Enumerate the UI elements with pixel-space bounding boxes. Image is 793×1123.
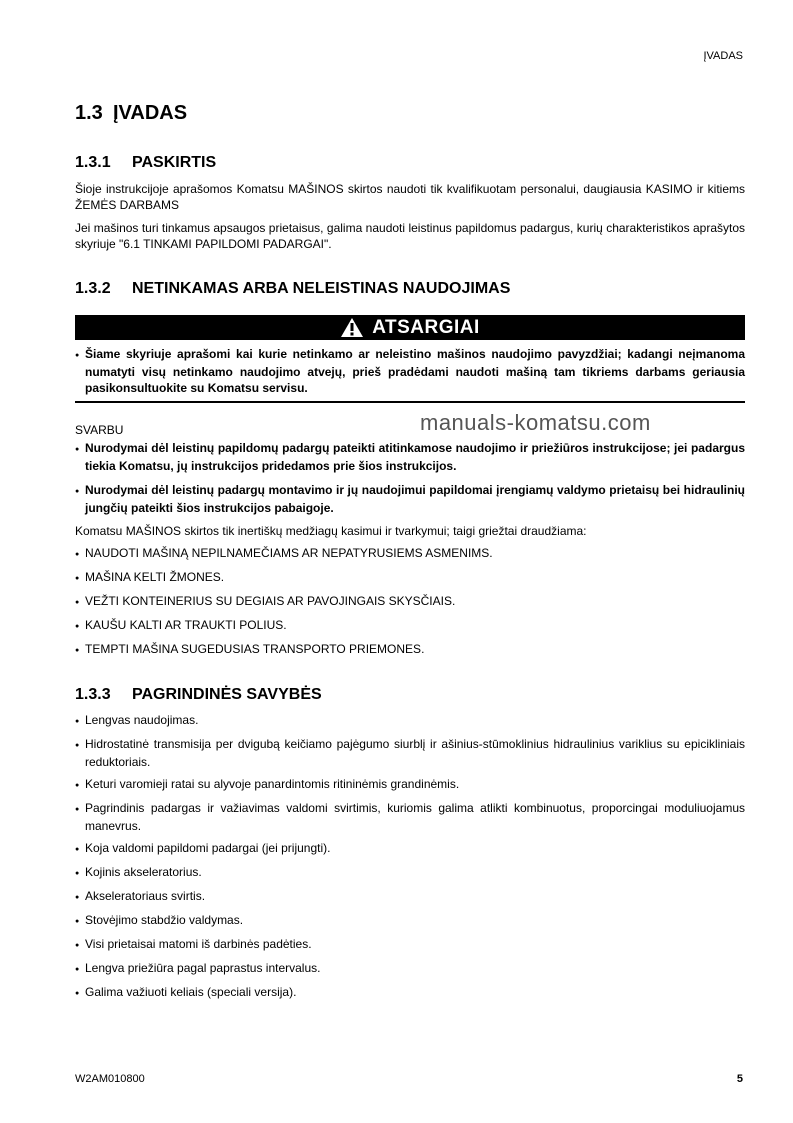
list-item: ● Kojinis akseleratorius. xyxy=(75,864,745,882)
list-item: ● Nurodymai dėl leistinų papildomų padargų pateikti atitinkamose naudojimo ir priežiūros instrukcijose; jei padargus tiekia Komatsu, jų instrukcijos pridedamos prie šios instrukcijos. xyxy=(75,440,745,474)
warning-text: ● Šiame skyriuje aprašomi kai kurie netinkamo ar neleistino mašinos naudojimo pavyzdžiai; kadangi neįmanoma numatyti visų netinkamo naudojimo atvejų, prieš pradėdami naudoti mašiną tam tikriems darbams geriausia pasikonsultuokite su Komatsu servisu. xyxy=(75,346,745,396)
content-column xyxy=(75,101,745,1002)
list-item: ● MAŠINA KELTI ŽMONES. xyxy=(75,569,745,587)
page-title xyxy=(75,101,745,125)
list-item: ● Nurodymai dėl leistinų padargų montavimo ir jų naudojimui papildomai įrengiamų valdymo prietaisų bei hidraulinių jungčių pateikti šios instrukcijos pabaigoje. xyxy=(75,482,745,516)
title-text: ĮVADAS xyxy=(113,102,188,124)
paragraph: Jei mašinos turi tinkamus apsaugos prietaisus, galima naudoti leistinus papildomus padargus, kurių charakteristikos aprašytos skyriuje "6.1 TINKAMI PAPILDOMI PADARGAI". xyxy=(75,221,745,251)
important-label: SVARBU xyxy=(75,423,124,437)
list-item: ● Pagrindinis padargas ir važiavimas valdomi svirtimis, kuriomis galima atlikti kombinuotus, proporcingai moduliuojamus manevrus. xyxy=(75,800,745,834)
section-heading-1-3-3 xyxy=(75,685,745,705)
list-item: ● Visi prietaisai matomi iš darbinės padėties. xyxy=(75,936,745,954)
list-item: ● Lengva priežiūra pagal paprastus intervalus. xyxy=(75,960,745,978)
document-code: W2AM010800 xyxy=(75,1073,145,1085)
features-list xyxy=(75,712,745,1002)
list-item: ● Stovėjimo stabdžio valdymas. xyxy=(75,912,745,930)
list-item: ● TEMPTI MAŠINA SUGEDUSIAS TRANSPORTO PRIEMONES. xyxy=(75,641,745,659)
list-item: ● Galima važiuoti keliais (speciali versija). xyxy=(75,984,745,1002)
warning-label: ATSARGIAI xyxy=(372,316,480,338)
important-row xyxy=(75,410,745,438)
section-heading-1-3-1 xyxy=(75,153,745,173)
section-heading-1-3-2 xyxy=(75,279,745,299)
watermark: manuals-komatsu.com xyxy=(420,410,651,435)
list-item: ● Hidrostatinė transmisija per dvigubą keičiamo pajėgumo siurblį ir ašinius-stūmoklinius hidraulinius variklius su epicikliniais reduktoriais. xyxy=(75,736,745,770)
list-item: ● NAUDOTI MAŠINĄ NEPILNAMEČIAMS AR NEPATYRUSIEMS ASMENIMS. xyxy=(75,545,745,563)
warning-triangle-icon xyxy=(340,317,364,338)
prohibited-list xyxy=(75,545,745,659)
section-number: 1.3.1 xyxy=(75,154,111,171)
section-number: 1.3.2 xyxy=(75,280,111,297)
page-number: 5 xyxy=(736,1073,743,1085)
list-item: ● VEŽTI KONTEINERIUS SU DEGIAIS AR PAVOJINGAIS SKYSČIAIS. xyxy=(75,593,745,611)
running-header: ĮVADAS xyxy=(703,50,743,62)
list-item: ● Lengvas naudojimas. xyxy=(75,712,745,730)
section-title: PASKIRTIS xyxy=(132,154,217,171)
title-number: 1.3 xyxy=(75,102,103,124)
paragraph: Komatsu MAŠINOS skirtos tik inertiškų medžiagų kasimui ir tvarkymui; taigi griežtai draudžiama: xyxy=(75,524,587,538)
list-item: ● Akseleratoriaus svirtis. xyxy=(75,888,745,906)
section-number: 1.3.3 xyxy=(75,686,111,703)
list-item: ● KAUŠU KALTI AR TRAUKTI POLIUS. xyxy=(75,617,745,635)
section-title: NETINKAMAS ARBA NELEISTINAS NAUDOJIMAS xyxy=(132,280,511,297)
list-item: ● Koja valdomi papildomi padargai (jei prijungti). xyxy=(75,840,745,858)
important-list xyxy=(75,440,745,516)
warning-banner xyxy=(75,315,745,340)
section-title: PAGRINDINĖS SAVYBĖS xyxy=(132,686,322,703)
list-item: ● Keturi varomieji ratai su alyvoje panardintomis ritininėmis grandinėmis. xyxy=(75,776,745,794)
paragraph: Šioje instrukcijoje aprašomos Komatsu MAŠINOS skirtos naudoti tik kvalifikuotam personalui, daugiausia KASIMO ir kitiems ŽEMĖS DARBAMS xyxy=(75,182,745,212)
divider xyxy=(75,401,745,403)
